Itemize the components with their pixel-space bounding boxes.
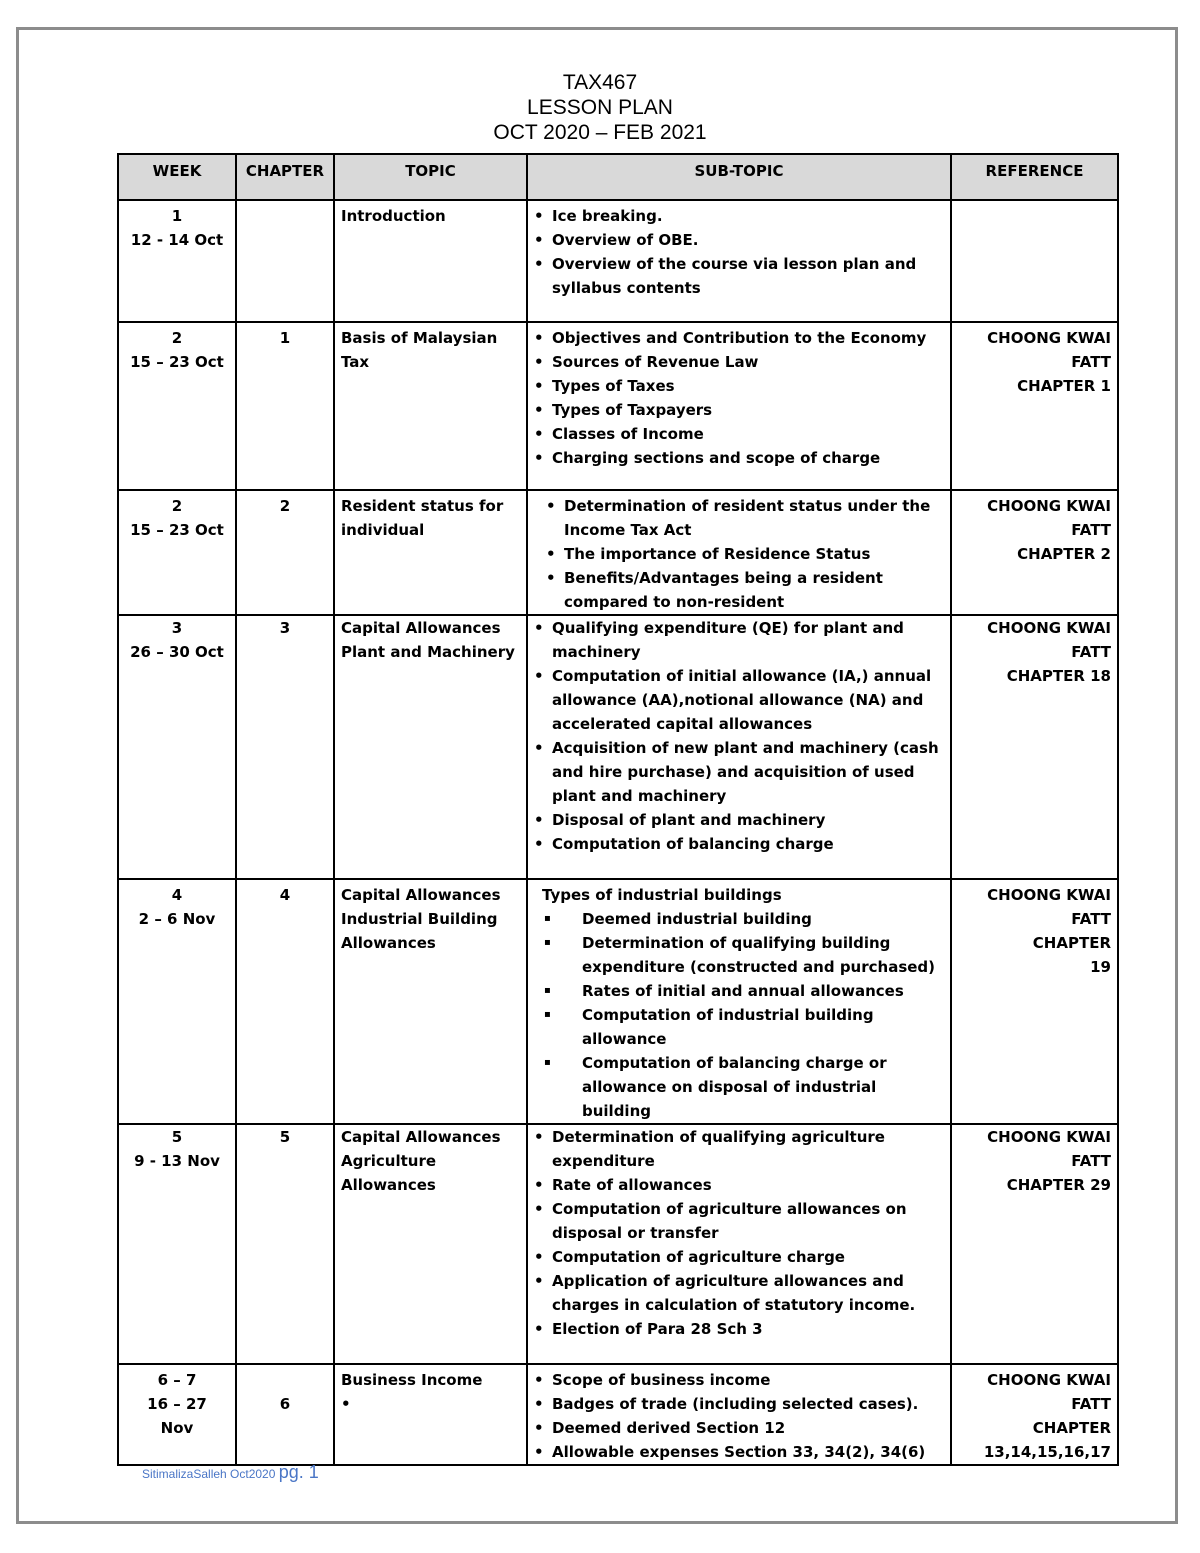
list-item: • The importance of Residence Status xyxy=(546,542,944,566)
list-item: • Rate of allowances xyxy=(534,1173,944,1197)
page-number: pg. 1 xyxy=(278,1462,319,1482)
list-item: • Charging sections and scope of charge xyxy=(534,446,944,470)
chapter-cell xyxy=(236,1124,334,1364)
table-row xyxy=(118,879,1118,1124)
table-row xyxy=(118,322,1118,490)
topic-text: Capital Allowances Plant and Machinery xyxy=(341,619,515,661)
reference-author: CHOONG KWAI xyxy=(987,497,1111,515)
week-dates: 12 - 14 Oct xyxy=(130,231,224,249)
subtopic-intro: Types of industrial buildings xyxy=(542,886,782,904)
table-row xyxy=(118,615,1118,879)
topic-cell xyxy=(334,1124,527,1364)
subtopic-cell xyxy=(527,200,951,322)
list-item: • Application of agriculture allowances and charges in calculation of statutory income. xyxy=(534,1269,944,1317)
reference-author-2: FATT xyxy=(1071,1395,1111,1413)
chapter-cell xyxy=(236,490,334,615)
topic-cell xyxy=(334,615,527,879)
week-cell xyxy=(118,490,236,615)
list-item: • Computation of balancing charge xyxy=(534,832,944,856)
list-item: • Deemed derived Section 12 xyxy=(534,1416,944,1440)
list-item: • Sources of Revenue Law xyxy=(534,350,944,374)
topic-bullet: • xyxy=(341,1395,351,1413)
week-dates: 26 – 30 Oct xyxy=(130,643,224,661)
list-item: ▪ Determination of qualifying building expenditure (constructed and purchased) xyxy=(542,931,944,979)
list-item: • Allowable expenses Section 33, 34(2), 34(6) xyxy=(534,1440,944,1464)
reference-chapter: CHAPTER xyxy=(1032,934,1111,952)
subtopic-cell xyxy=(527,1124,951,1364)
reference-author-2: FATT xyxy=(1071,1152,1111,1170)
footer-author: SitimalizaSalleh Oct2020 xyxy=(142,1467,276,1481)
table-row xyxy=(118,200,1118,322)
reference-chapter: CHAPTER 1 xyxy=(1017,377,1111,395)
list-item: • Types of Taxes xyxy=(534,374,944,398)
week-dates: 2 – 6 Nov xyxy=(138,910,216,928)
reference-chapter-number: 19 xyxy=(1090,958,1111,976)
list-item: • Disposal of plant and machinery xyxy=(534,808,944,832)
list-item: • Acquisition of new plant and machinery (cash and hire purchase) and acquisition of used plant and machinery xyxy=(534,736,944,808)
topic-text: Business Income xyxy=(341,1371,483,1389)
chapter-cell xyxy=(236,615,334,879)
reference-author: CHOONG KWAI xyxy=(987,886,1111,904)
reference-chapter: CHAPTER 2 xyxy=(1017,545,1111,563)
subtopic-cell xyxy=(527,490,951,615)
list-item: • Determination of qualifying agriculture expenditure xyxy=(534,1125,944,1173)
topic-text: Basis of Malaysian Tax xyxy=(341,329,498,371)
list-item: • Objectives and Contribution to the Economy xyxy=(534,326,944,350)
week-cell xyxy=(118,879,236,1124)
week-dates: 15 – 23 Oct xyxy=(130,353,224,371)
week-dates: 15 – 23 Oct xyxy=(130,521,224,539)
week-number: 2 xyxy=(171,497,183,515)
topic-cell xyxy=(334,1364,527,1465)
list-item: • Benefits/Advantages being a resident compared to non-resident xyxy=(546,566,944,614)
chapter-cell xyxy=(236,879,334,1124)
doc-type: LESSON PLAN xyxy=(527,96,673,119)
reference-cell xyxy=(951,322,1118,490)
list-item: ▪ Rates of initial and annual allowances xyxy=(542,979,944,1003)
list-item: ▪ Deemed industrial building xyxy=(542,907,944,931)
topic-cell xyxy=(334,322,527,490)
document-title xyxy=(0,70,1200,145)
topic-text: Capital Allowances Industrial Building Allowances xyxy=(341,886,501,952)
topic-cell xyxy=(334,200,527,322)
chapter-cell xyxy=(236,322,334,490)
reference-cell xyxy=(951,1364,1118,1465)
week-number: 1 xyxy=(171,207,183,225)
week-cell xyxy=(118,615,236,879)
reference-chapter-number: 13,14,15,16,17 xyxy=(983,1443,1111,1461)
list-item: • Computation of initial allowance (IA,) annual allowance (AA),notional allowance (NA) and accelerated capital allowances xyxy=(534,664,944,736)
reference-cell xyxy=(951,1124,1118,1364)
list-item: ▪ Computation of industrial building allowance xyxy=(542,1003,944,1051)
list-item: • Overview of OBE. xyxy=(534,228,944,252)
table-row xyxy=(118,490,1118,615)
chapter-number: 3 xyxy=(279,619,291,637)
week-cell xyxy=(118,200,236,322)
course-code: TAX467 xyxy=(562,71,638,94)
semester: OCT 2020 – FEB 2021 xyxy=(493,121,707,144)
table-header-row xyxy=(118,154,1118,200)
week-number: 5 xyxy=(171,1128,183,1146)
col-header-topic: TOPIC xyxy=(334,154,527,200)
chapter-cell xyxy=(236,1364,334,1465)
topic-text: Introduction xyxy=(341,207,446,225)
chapter-cell xyxy=(236,200,334,322)
week-dates-month: Nov xyxy=(160,1419,194,1437)
list-item: • Qualifying expenditure (QE) for plant and machinery xyxy=(534,616,944,664)
reference-cell xyxy=(951,615,1118,879)
chapter-number: 5 xyxy=(279,1128,291,1146)
list-item: • Badges of trade (including selected cases). xyxy=(534,1392,944,1416)
week-number: 6 – 7 xyxy=(157,1371,197,1389)
week-dates: 16 – 27 xyxy=(147,1395,207,1413)
chapter-number: 2 xyxy=(279,497,291,515)
table-row xyxy=(118,1124,1118,1364)
reference-cell xyxy=(951,200,1118,322)
list-item: • Computation of agriculture allowances on disposal or transfer xyxy=(534,1197,944,1245)
col-header-week: WEEK xyxy=(118,154,236,200)
table-row xyxy=(118,1364,1118,1465)
chapter-number: 6 xyxy=(279,1395,291,1413)
week-cell xyxy=(118,1124,236,1364)
week-number: 2 xyxy=(171,329,183,347)
week-dates: 9 - 13 Nov xyxy=(134,1152,220,1170)
reference-author-2: FATT xyxy=(1071,643,1111,661)
chapter-number: 1 xyxy=(279,329,291,347)
reference-chapter: CHAPTER 29 xyxy=(1006,1176,1111,1194)
list-item: ▪ Computation of balancing charge or allowance on disposal of industrial building xyxy=(542,1051,944,1123)
week-number: 4 xyxy=(171,886,183,904)
reference-author: CHOONG KWAI xyxy=(987,619,1111,637)
reference-author-2: FATT xyxy=(1071,521,1111,539)
subtopic-cell xyxy=(527,879,951,1124)
lesson-plan-table xyxy=(117,153,1119,1466)
reference-cell xyxy=(951,879,1118,1124)
col-header-chapter: CHAPTER xyxy=(236,154,334,200)
topic-cell xyxy=(334,490,527,615)
list-item: • Computation of agriculture charge xyxy=(534,1245,944,1269)
list-item: • Ice breaking. xyxy=(534,204,944,228)
reference-chapter: CHAPTER xyxy=(1032,1419,1111,1437)
list-item: • Scope of business income xyxy=(534,1368,944,1392)
reference-author: CHOONG KWAI xyxy=(987,329,1111,347)
topic-text: Resident status for individual xyxy=(341,497,504,539)
list-item: • Classes of Income xyxy=(534,422,944,446)
topic-text: Capital Allowances Agriculture Allowances xyxy=(341,1128,501,1194)
col-header-reference: REFERENCE xyxy=(951,154,1118,200)
week-cell xyxy=(118,322,236,490)
page-footer xyxy=(142,1462,319,1483)
reference-cell xyxy=(951,490,1118,615)
list-item: • Overview of the course via lesson plan and syllabus contents xyxy=(534,252,944,300)
reference-author-2: FATT xyxy=(1071,910,1111,928)
subtopic-cell xyxy=(527,1364,951,1465)
reference-author-2: FATT xyxy=(1071,353,1111,371)
col-header-subtopic: SUB-TOPIC xyxy=(527,154,951,200)
chapter-number: 4 xyxy=(279,886,291,904)
week-number: 3 xyxy=(171,619,183,637)
topic-cell xyxy=(334,879,527,1124)
list-item: • Election of Para 28 Sch 3 xyxy=(534,1317,944,1341)
subtopic-cell xyxy=(527,615,951,879)
week-cell xyxy=(118,1364,236,1465)
reference-author: CHOONG KWAI xyxy=(987,1128,1111,1146)
subtopic-cell xyxy=(527,322,951,490)
reference-chapter: CHAPTER 18 xyxy=(1006,667,1111,685)
list-item: • Determination of resident status under the Income Tax Act xyxy=(546,494,944,542)
list-item: • Types of Taxpayers xyxy=(534,398,944,422)
reference-author: CHOONG KWAI xyxy=(987,1371,1111,1389)
